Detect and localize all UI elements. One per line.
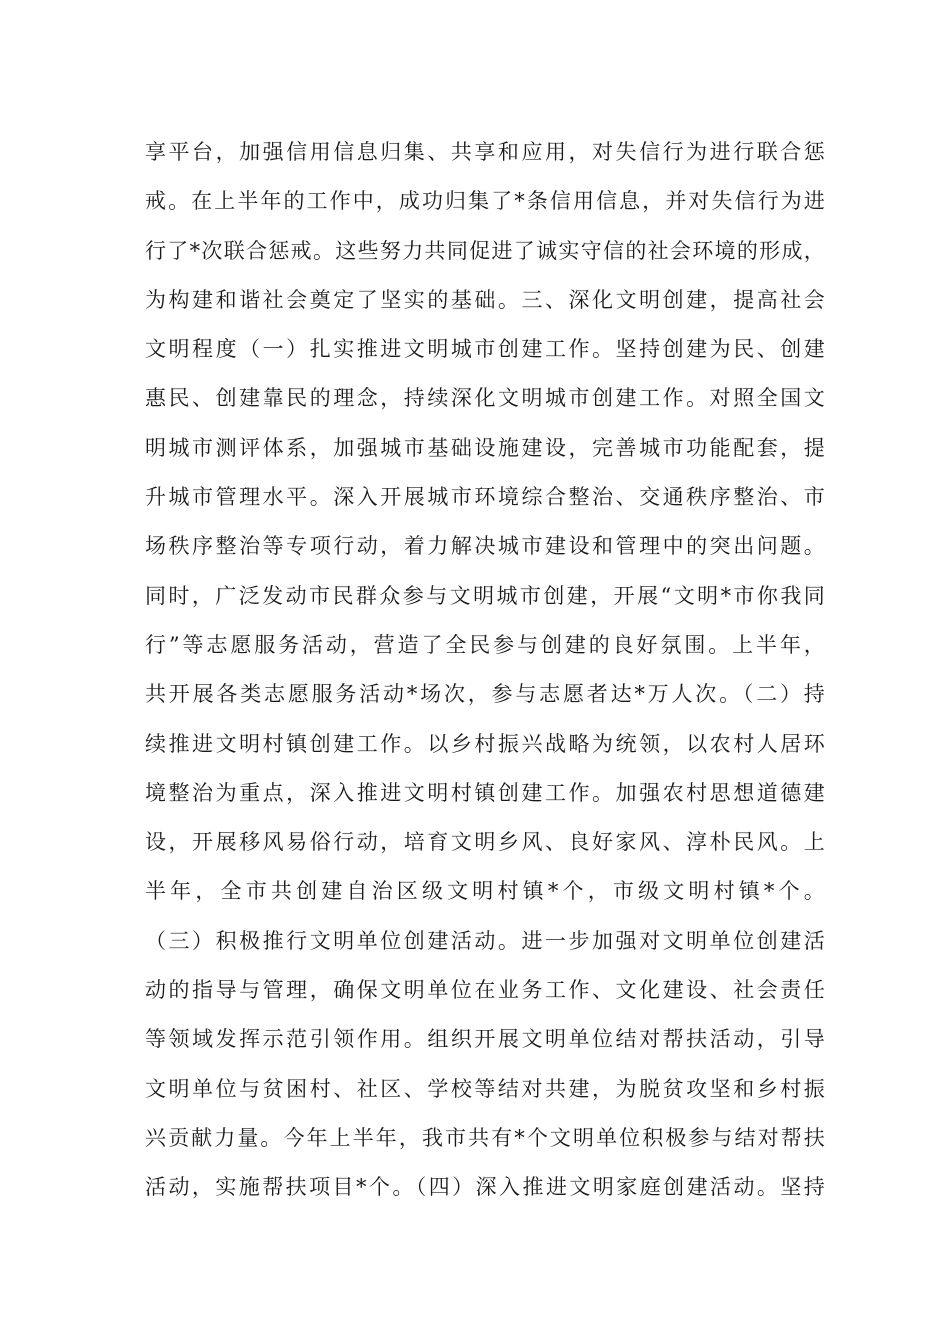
- text-line: 场秩序整治等专项行动，着力解决城市建设和管理中的突出问题。: [145, 534, 825, 559]
- text-line: 明城市测评体系，加强城市基础设施建设，完善城市功能配套，提: [145, 435, 825, 460]
- text-line: 升城市管理水平。深入开展城市环境综合整治、交通秩序整治、市: [145, 485, 825, 510]
- text-line: 半年，全市共创建自治区级文明村镇*个，市级文明村镇*个。: [145, 879, 825, 904]
- text-line: 同时，广泛发动市民群众参与文明城市创建，开展“文明*市你我同: [145, 583, 825, 608]
- text-line: 等领域发挥示范引领作用。组织开展文明单位结对帮扶活动，引导: [145, 1027, 825, 1052]
- text-line: 戒。在上半年的工作中，成功归集了*条信用信息，并对失信行为进: [145, 189, 825, 214]
- text-line: 享平台，加强信用信息归集、共享和应用，对失信行为进行联合惩: [145, 140, 825, 164]
- text-line: 行了*次联合惩戒。这些努力共同促进了诚实守信的社会环境的形成，: [145, 238, 825, 263]
- text-line: 行”等志愿服务活动，营造了全民参与创建的良好氛围。上半年，: [145, 632, 825, 657]
- text-line: 文明单位与贫困村、社区、学校等结对共建，为脱贫攻坚和乡村振: [145, 1076, 825, 1101]
- text-line: 文明程度（一）扎实推进文明城市创建工作。坚持创建为民、创建: [145, 337, 825, 362]
- text-line: 设，开展移风易俗行动，培育文明乡风、良好家风、淳朴民风。上: [145, 830, 825, 855]
- body-text: [145, 128, 825, 1213]
- text-line: 为构建和谐社会奠定了坚实的基础。三、深化文明创建，提高社会: [145, 287, 825, 312]
- text-line: 续推进文明村镇创建工作。以乡村振兴战略为统领，以农村人居环: [145, 731, 825, 756]
- text-line: 境整治为重点，深入推进文明村镇创建工作。加强农村思想道德建: [145, 780, 825, 805]
- text-line: 惠民、创建靠民的理念，持续深化文明城市创建工作。对照全国文: [145, 386, 825, 411]
- text-line: 共开展各类志愿服务活动*场次，参与志愿者达*万人次。（二）持: [145, 682, 825, 707]
- text-line: （三）积极推行文明单位创建活动。进一步加强对文明单位创建活: [145, 928, 825, 953]
- text-line: 兴贡献力量。今年上半年，我市共有*个文明单位积极参与结对帮扶: [145, 1125, 825, 1150]
- text-line: 活动，实施帮扶项目*个。（四）深入推进文明家庭创建活动。坚持: [145, 1175, 825, 1200]
- text-line: 动的指导与管理，确保文明单位在业务工作、文化建设、社会责任: [145, 978, 825, 1003]
